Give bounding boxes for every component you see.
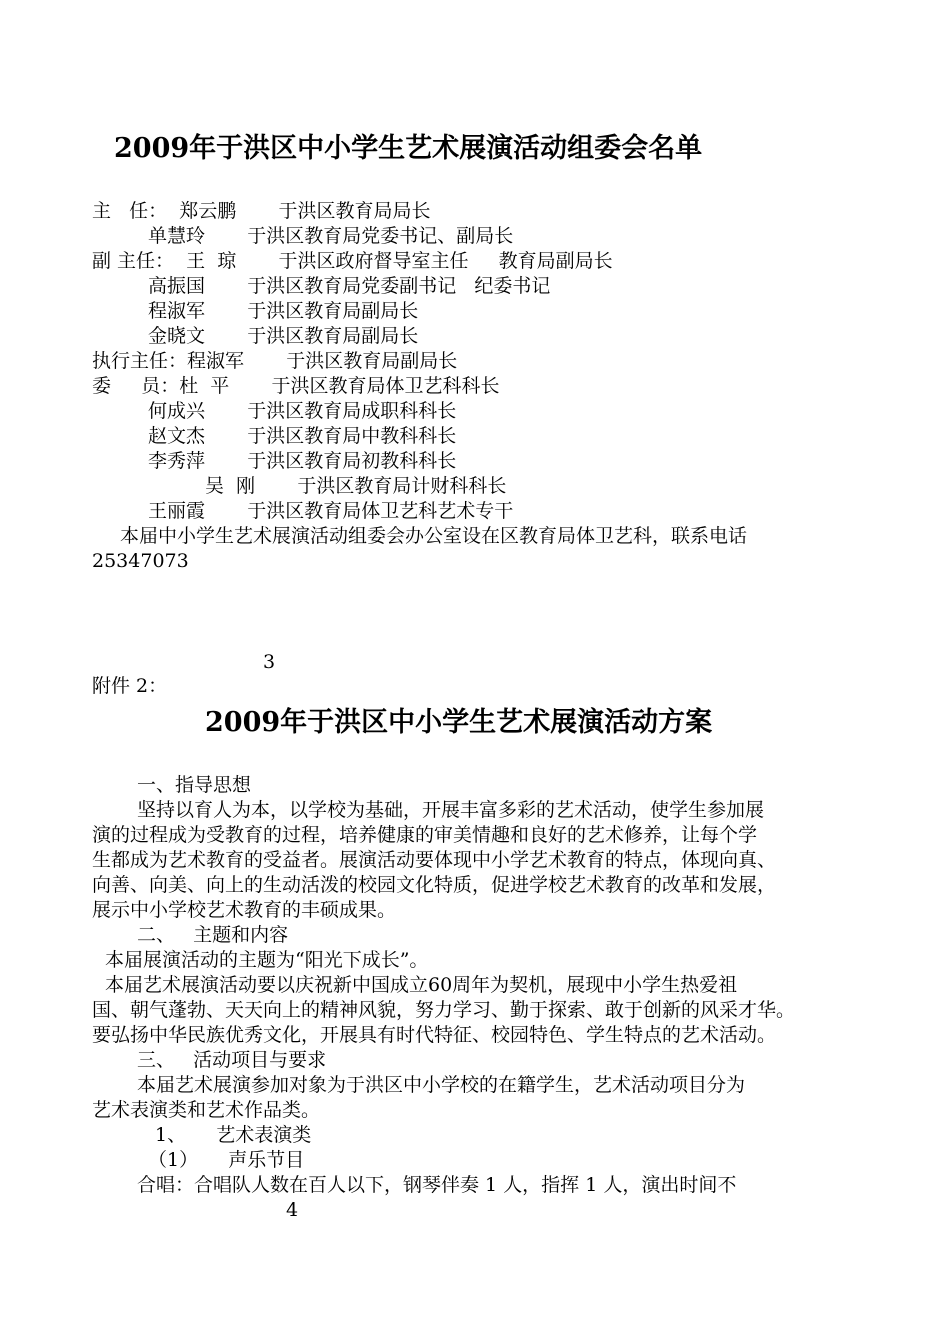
paragraph-line: 合唱：合唱队人数在百人以下，钢琴伴奏 1 人，指挥 1 人，演出时间不 <box>137 1174 737 1196</box>
roster-line: 高振国 于洪区教育局党委副书记 纪委书记 <box>148 275 551 297</box>
roster-line-executive-director: 执行主任：程淑军 于洪区教育局副局长 <box>92 350 458 372</box>
roster-line: 李秀萍 于洪区教育局初教科科长 <box>148 450 457 472</box>
paragraph-line: 国、朝气蓬勃、天天向上的精神风貌，努力学习、勤于探索、敢于创新的风采才华。 <box>92 999 796 1021</box>
roster-line-members: 委 员：杜 平 于洪区教育局体卫艺科科长 <box>92 375 500 397</box>
plan-title: 2009年于洪区中小学生艺术展演活动方案 <box>205 707 713 738</box>
roster-line-director: 主 任： 郑云鹏 于洪区教育局局长 <box>92 200 431 222</box>
roster-line: 金晓文 于洪区教育局副局长 <box>148 325 419 347</box>
paragraph-line: 坚持以育人为本，以学校为基础，开展丰富多彩的艺术活动，使学生参加展 <box>137 799 765 821</box>
paragraph-line: 本届艺术展演参加对象为于洪区中小学校的在籍学生，艺术活动项目分为 <box>137 1074 746 1096</box>
paragraph-line: 艺术表演类和艺术作品类。 <box>92 1099 321 1121</box>
office-note: 本届中小学生艺术展演活动组委会办公室设在区教育局体卫艺科，联系电话 <box>120 525 748 547</box>
roster-title: 2009年于洪区中小学生艺术展演活动组委会名单 <box>114 133 703 164</box>
section-heading: 二、 主题和内容 <box>137 924 289 946</box>
office-phone: 25347073 <box>92 550 189 572</box>
paragraph-line: 向善、向美、向上的生动活泼的校园文化特质，促进学校艺术教育的改革和发展， <box>92 874 777 896</box>
roster-line: 吴 刚 于洪区教育局计财科科长 <box>205 475 507 497</box>
section-heading: 一、指导思想 <box>137 774 252 796</box>
paragraph-line: 生都成为艺术教育的受益者。展演活动要体现中小学艺术教育的特点，体现向真、 <box>92 849 777 871</box>
roster-line: 程淑军 于洪区教育局副局长 <box>148 300 419 322</box>
paragraph-line: 要弘扬中华民族优秀文化，开展具有时代特征、校园特色、学生特点的艺术活动。 <box>92 1024 777 1046</box>
roster-line-deputy-director: 副 主任： 王 琼 于洪区政府督导室主任 教育局副局长 <box>92 250 613 272</box>
page-number: 4 <box>286 1199 299 1221</box>
attachment-label: 附件 2： <box>92 675 168 697</box>
roster-line: 单慧玲 于洪区教育局党委书记、副局长 <box>148 225 514 247</box>
page-number: 3 <box>263 651 276 673</box>
subsection-heading: 1、 艺术表演类 <box>155 1124 312 1146</box>
roster-line: 赵文杰 于洪区教育局中教科科长 <box>148 425 457 447</box>
paragraph-line: 本届艺术展演活动要以庆祝新中国成立60周年为契机，展现中小学生热爱祖 <box>105 974 738 996</box>
section-heading: 三、 活动项目与要求 <box>137 1049 327 1071</box>
roster-line: 王丽霞 于洪区教育局体卫艺科艺术专干 <box>148 500 514 522</box>
subsection-heading: （1） 声乐节目 <box>148 1149 305 1171</box>
paragraph-line: 本届展演活动的主题为“阳光下成长”。 <box>105 949 429 971</box>
paragraph-line: 展示中小学校艺术教育的丰硕成果。 <box>92 899 397 921</box>
paragraph-line: 演的过程成为受教育的过程，培养健康的审美情趣和良好的艺术修养，让每个学 <box>92 824 758 846</box>
roster-line: 何成兴 于洪区教育局成职科科长 <box>148 400 457 422</box>
